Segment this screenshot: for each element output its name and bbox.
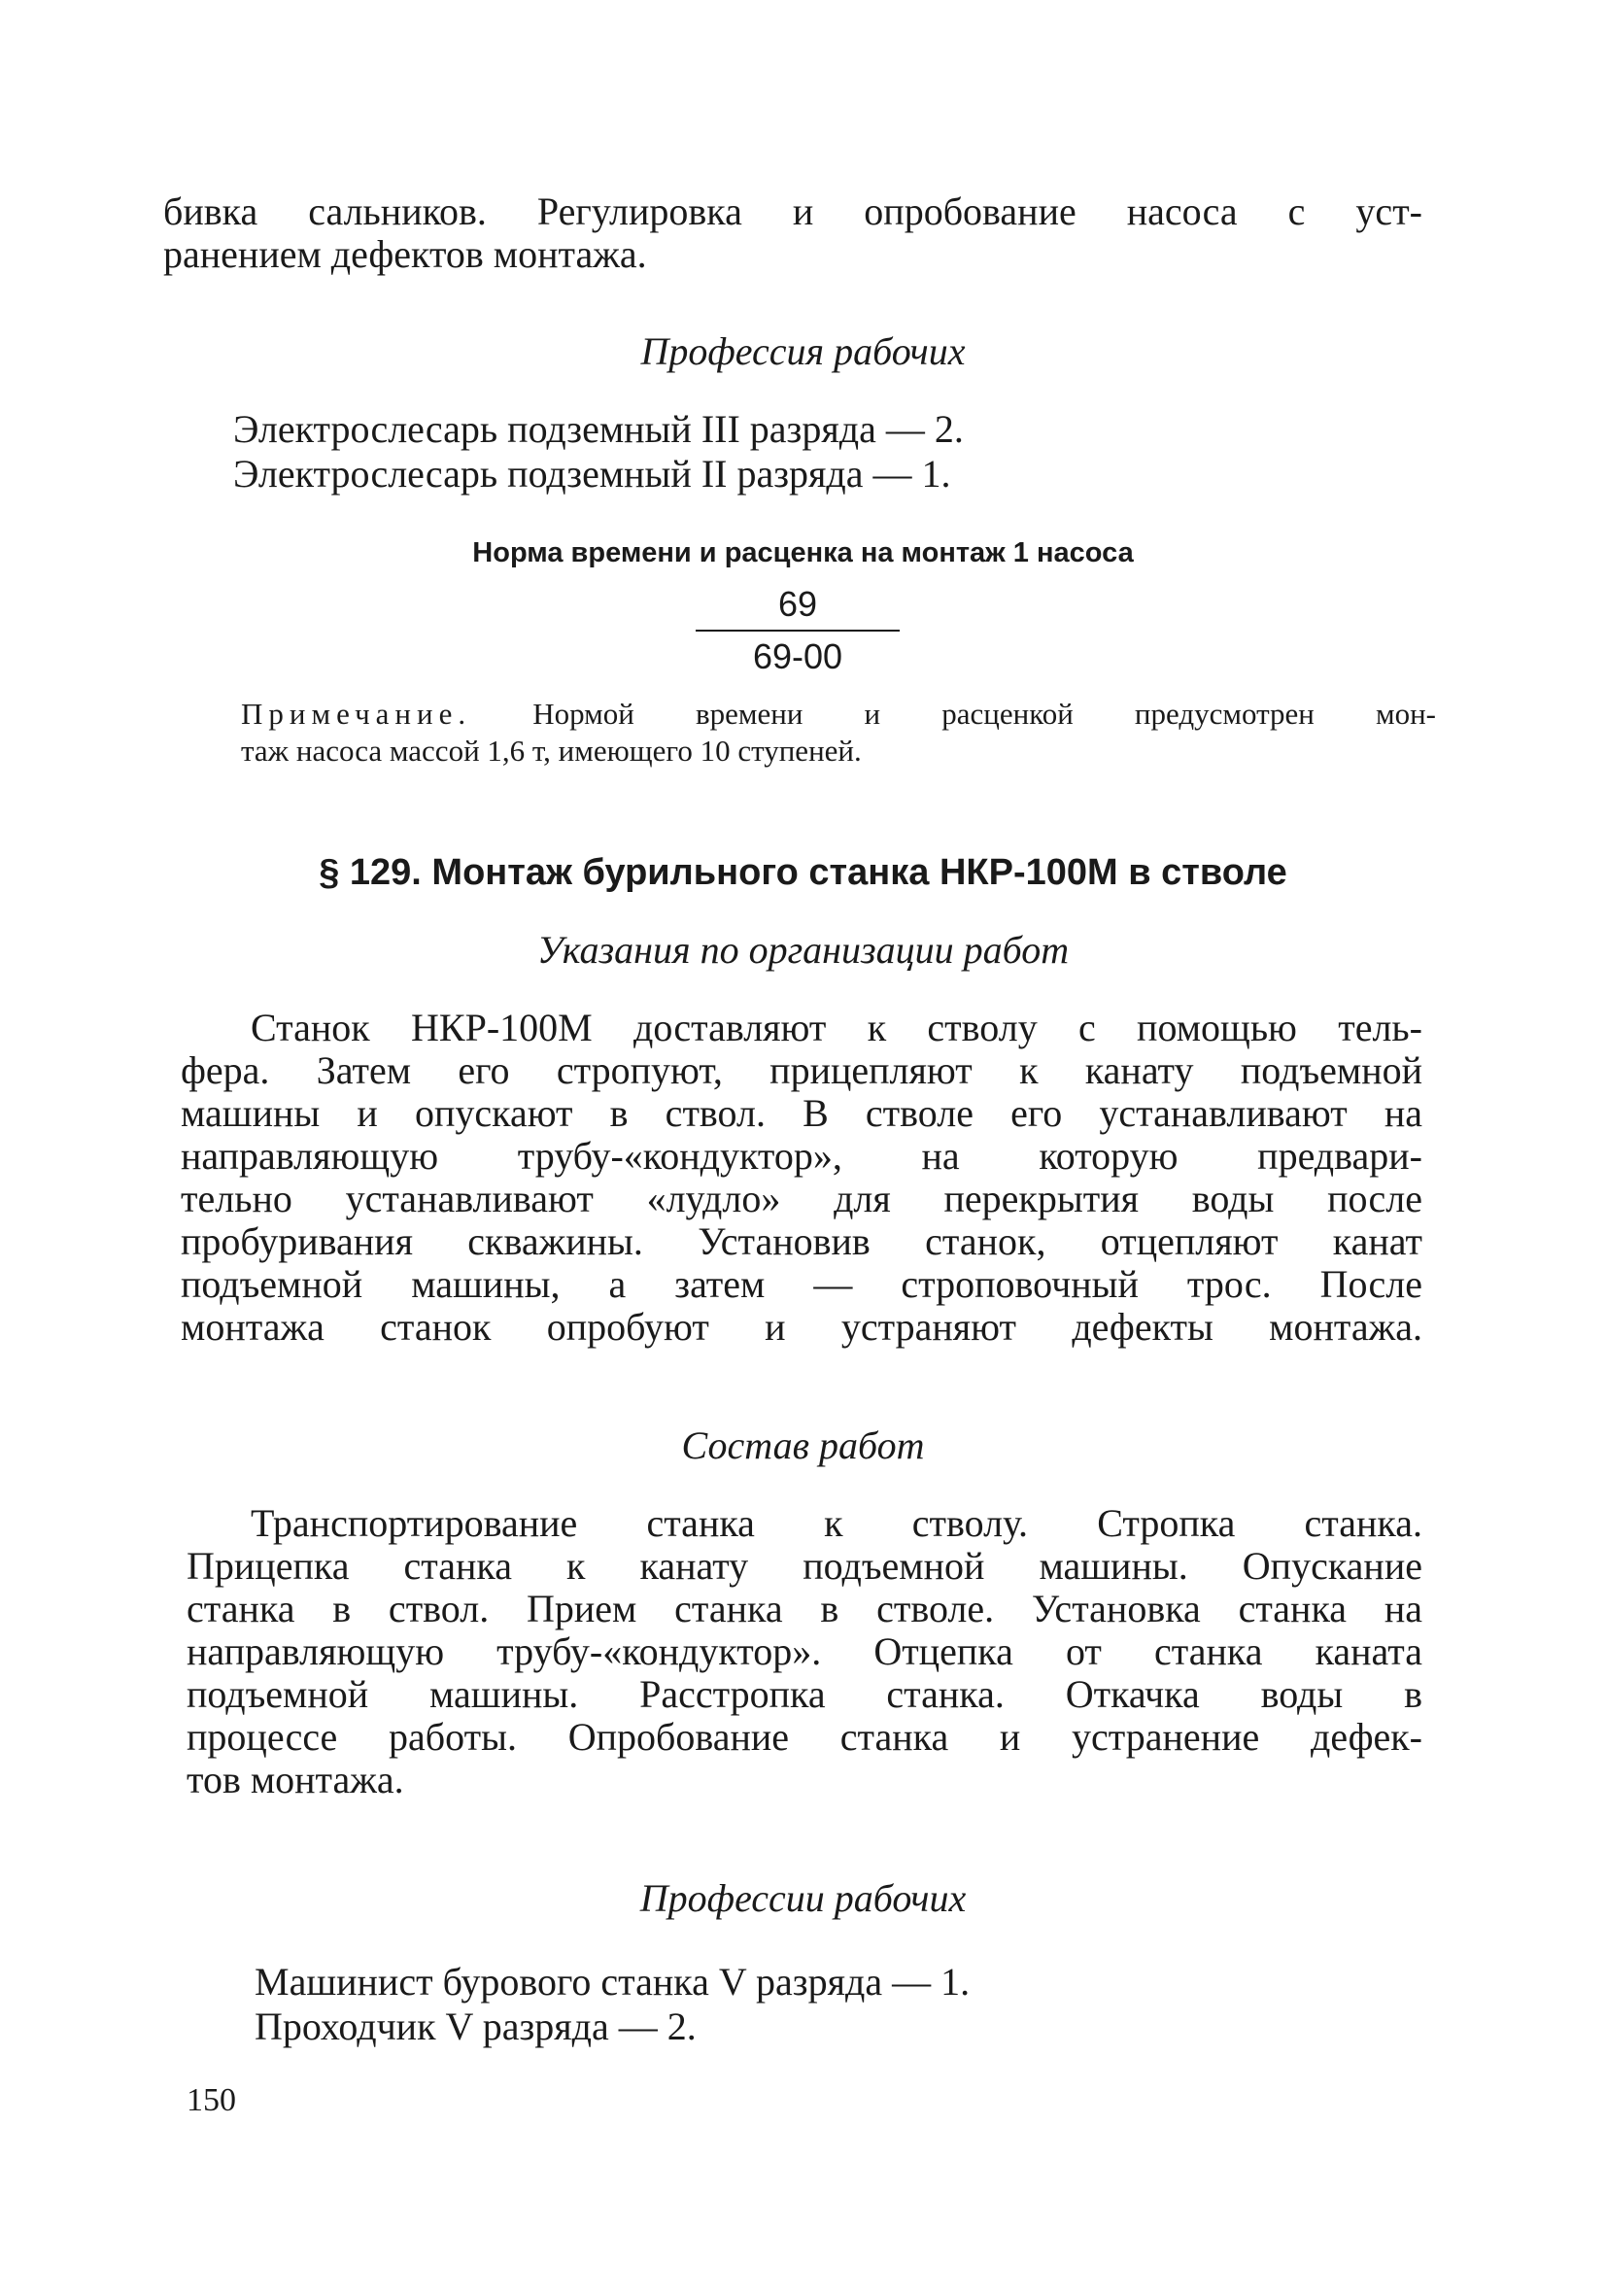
org-heading: Указания по организации работ [536,928,1070,972]
note-line-2: таж насоса массой 1,6 т, имеющего 10 ступеней. [241,734,862,768]
note-label: Примечание. [241,697,472,731]
org-line: направляющую трубу-«кондуктор», на которую предвари- [181,1134,1422,1178]
intro-line: бивка сальников. Регулировка и опробование насоса с уст- [163,189,1422,233]
workers-heading-1: Профессия рабочих [640,329,966,373]
norm-fraction [696,583,900,678]
workers-heading-2: Профессии рабочих [639,1876,967,1920]
norm-title: Норма времени и расценка на монтаж 1 насоса [472,537,1134,568]
fraction-bar [696,630,900,632]
composition-line: направляющую трубу-«кондуктор». Отцепка от станка каната [187,1629,1422,1673]
page-number: 150 [187,2082,236,2118]
composition-line: процессе работы. Опробование станка и устранение дефек- [187,1715,1422,1759]
norm-numerator: 69 [777,584,818,624]
workers-2-item: Машинист бурового станка V разряда — 1. [255,1960,971,2004]
note [241,696,1436,770]
org-line: фера. Затем его стропуют, прицепляют к канату подъемной [181,1048,1422,1092]
composition-line: Транспортирование станка к стволу. Стропка станка. [251,1501,1422,1545]
intro-paragraph [163,190,1422,276]
org-line: машины и опускают в ствол. В стволе его устанавливают на [181,1091,1422,1135]
composition-paragraph [187,1502,1422,1801]
norm-denominator: 69-00 [752,636,843,676]
note-line1-text: Нормой времени и расценкой предусмотрен мон- [532,697,1437,731]
workers-1-item: Электрослесарь подземный II разряда — 1. [233,452,951,496]
composition-line: тов монтажа. [187,1758,404,1801]
org-line: пробуривания скважины. Установив станок, отцепляют канат [181,1219,1422,1263]
org-line: Станок НКР-100М доставляют к стволу с помощью тель- [251,1006,1422,1049]
org-line: подъемной машины, а затем — строповочный трос. После [181,1262,1422,1306]
composition-line: Прицепка станка к канату подъемной машины. Опускание [187,1544,1422,1588]
composition-line: станка в ствол. Прием станка в стволе. Установка станка на [187,1587,1422,1630]
org-line: монтажа станок опробуют и устраняют дефекты монтажа. [181,1305,1422,1349]
composition-heading: Состав работ [681,1423,925,1467]
section-title: § 129. Монтаж бурильного станка НКР-100М в стволе [319,852,1287,893]
intro-line: ранением дефектов монтажа. [163,232,647,276]
workers-2-item: Проходчик V разряда — 2. [255,2005,697,2048]
org-paragraph [181,1007,1422,1349]
note-line-1 [241,696,1436,733]
workers-1-item: Электрослесарь подземный III разряда — 2. [233,407,964,451]
org-line: тельно устанавливают «лудло» для перекрытия воды после [181,1177,1422,1220]
composition-line: подъемной машины. Расстропка станка. Откачка воды в [187,1672,1422,1716]
